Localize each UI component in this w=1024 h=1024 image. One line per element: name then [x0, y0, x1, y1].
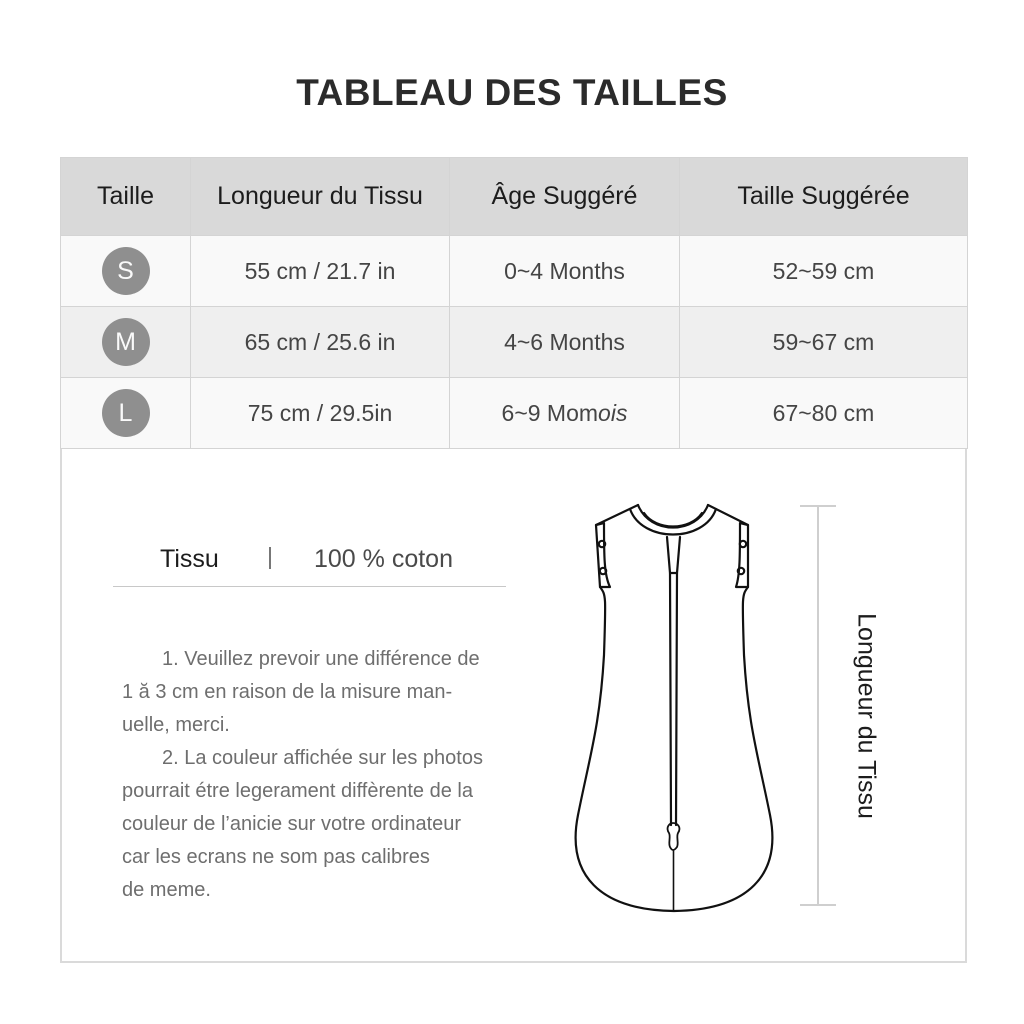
length-measure-line	[800, 505, 836, 906]
header-suggested-age: Âge Suggéré	[450, 158, 680, 236]
size-cell	[61, 307, 191, 378]
header-suggested-height: Taille Suggérée	[680, 158, 968, 236]
note-line: pourrait étre legerament diffèrente de la	[122, 780, 473, 802]
age-text: 6~9 Mom	[501, 399, 599, 426]
size-cell	[61, 378, 191, 449]
length-cell: 65 cm / 25.6 in	[191, 307, 450, 378]
height-cell: 52~59 cm	[680, 236, 968, 307]
length-cell: 75 cm / 29.5in	[191, 378, 450, 449]
fabric-value: 100 % coton	[314, 545, 453, 573]
page-title: TABLEAU DES TAILLES	[296, 72, 728, 113]
table-header-row	[61, 158, 968, 236]
note-line: 1. Veuillez prevoir une différence de	[162, 648, 480, 670]
note-line: couleur de l’anicie sur votre ordinateur	[122, 813, 462, 835]
table-row	[61, 307, 968, 378]
age-cell	[450, 307, 680, 378]
measure-cap-bottom	[800, 904, 836, 906]
height-cell: 59~67 cm	[680, 307, 968, 378]
age-text-italic: ois	[598, 399, 628, 426]
size-cell	[61, 236, 191, 307]
note-line: de meme.	[122, 879, 211, 901]
measure-line	[817, 505, 819, 906]
height-cell: 67~80 cm	[680, 378, 968, 449]
fabric-info	[113, 535, 506, 587]
size-table	[60, 157, 968, 449]
table-row	[61, 378, 968, 449]
note-line: car les ecrans ne som pas calibres	[122, 846, 430, 868]
sleeping-bag-icon	[560, 495, 790, 925]
age-cell	[450, 236, 680, 307]
size-badge: M	[102, 318, 150, 366]
fabric-label: Tissu	[160, 545, 219, 573]
note-line: 1 ă 3 cm en raison de la misure man-	[122, 681, 453, 703]
measure-label: Longueur du Tissu	[852, 613, 881, 819]
note-line: 2. La couleur affichée sur les photos	[162, 747, 483, 769]
table-row	[61, 236, 968, 307]
fabric-separator	[269, 547, 271, 569]
length-cell: 55 cm / 21.7 in	[191, 236, 450, 307]
header-fabric-length: Longueur du Tissu	[191, 158, 450, 236]
care-notes	[122, 643, 522, 907]
header-size: Taille	[61, 158, 191, 236]
age-text: 0~4 Months	[504, 257, 625, 284]
age-cell	[450, 378, 680, 449]
age-text: 4~6 Months	[504, 328, 625, 355]
size-badge: L	[102, 389, 150, 437]
size-badge: S	[102, 247, 150, 295]
note-line: uelle, merci.	[122, 714, 230, 736]
